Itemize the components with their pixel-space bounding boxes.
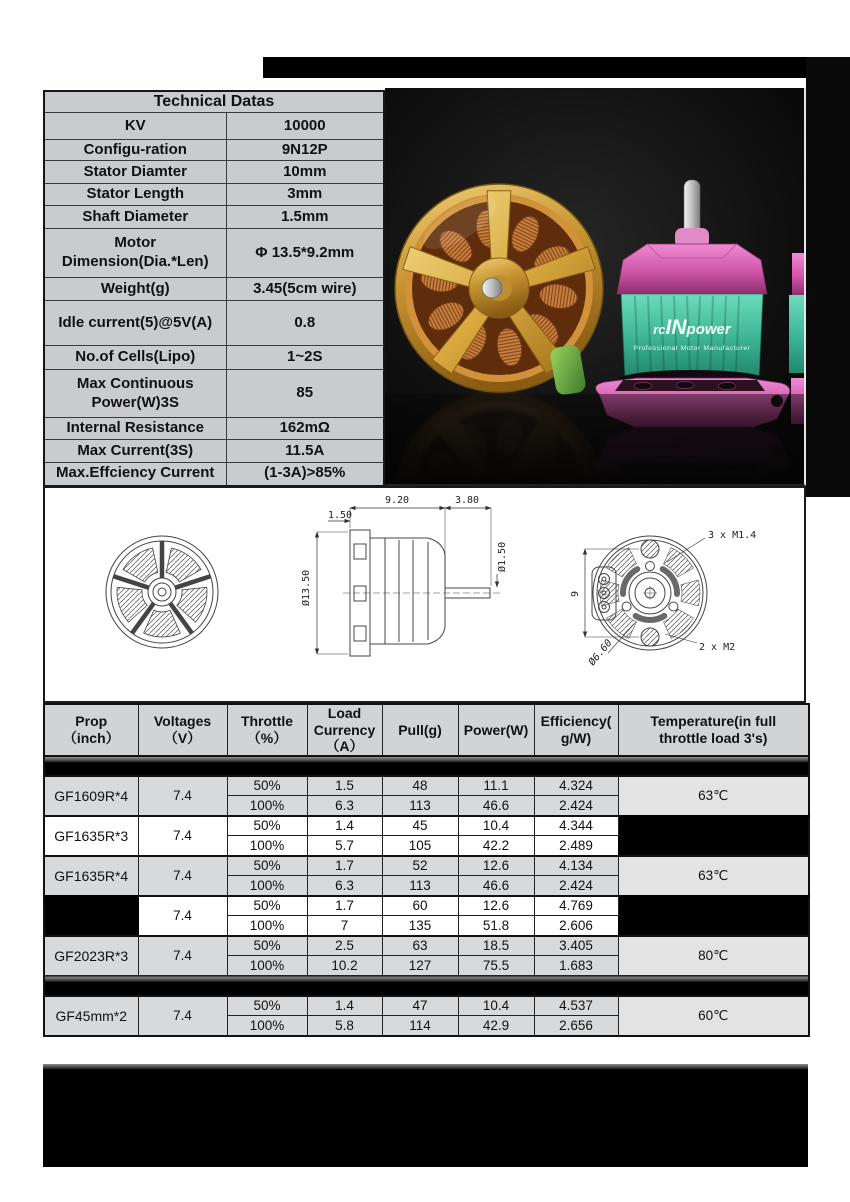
current-cell: 1.5 bbox=[307, 776, 382, 796]
power-cell: 42.2 bbox=[458, 836, 534, 856]
spec-value: 85 bbox=[226, 370, 384, 418]
perf-header-cell: Power(W) bbox=[458, 704, 534, 756]
pull-cell: 47 bbox=[382, 996, 458, 1016]
throttle-cell: 100% bbox=[227, 916, 307, 936]
spec-value: 9N12P bbox=[226, 140, 384, 161]
tech-table-row bbox=[44, 346, 384, 370]
tech-table-row bbox=[44, 463, 384, 486]
efficiency-cell: 4.537 bbox=[534, 996, 618, 1016]
prop-cell bbox=[44, 896, 138, 936]
efficiency-cell: 2.489 bbox=[534, 836, 618, 856]
spec-label: Max.Effciency Current bbox=[44, 463, 226, 486]
power-cell: 42.9 bbox=[458, 1016, 534, 1036]
current-cell: 5.7 bbox=[307, 836, 382, 856]
stator-window bbox=[144, 610, 181, 637]
pull-cell: 135 bbox=[382, 916, 458, 936]
power-cell: 46.6 bbox=[458, 796, 534, 816]
m14-hole bbox=[646, 562, 655, 571]
power-cell: 10.4 bbox=[458, 816, 534, 836]
efficiency-cell: 3.405 bbox=[534, 936, 618, 956]
throttle-cell: 100% bbox=[227, 836, 307, 856]
efficiency-cell: 4.344 bbox=[534, 816, 618, 836]
throttle-cell: 100% bbox=[227, 796, 307, 816]
power-cell: 75.5 bbox=[458, 956, 534, 976]
current-cell: 5.8 bbox=[307, 1016, 382, 1036]
dim-label: 3.80 bbox=[455, 495, 480, 506]
dim-label: 3 x M1.4 bbox=[708, 530, 757, 541]
dim-label: 9 bbox=[570, 590, 581, 597]
efficiency-cell: 2.656 bbox=[534, 1016, 618, 1036]
voltage-cell: 7.4 bbox=[138, 856, 227, 896]
efficiency-cell: 4.134 bbox=[534, 856, 618, 876]
spec-value: 162mΩ bbox=[226, 418, 384, 440]
temperature-cell: 60℃ bbox=[618, 996, 809, 1036]
top-black-bar bbox=[263, 57, 850, 78]
spec-value: 1~2S bbox=[226, 346, 384, 370]
power-cell: 46.6 bbox=[458, 876, 534, 896]
stator-hatch bbox=[681, 580, 700, 606]
current-cell: 1.7 bbox=[307, 856, 382, 876]
spec-value: 3mm bbox=[226, 184, 384, 206]
spec-label: Idle current(5)@5V(A) bbox=[44, 301, 226, 346]
tech-table-row bbox=[44, 440, 384, 463]
voltage-cell: 7.4 bbox=[138, 996, 227, 1036]
efficiency-cell: 2.606 bbox=[534, 916, 618, 936]
throttle-cell: 50% bbox=[227, 896, 307, 916]
pull-cell: 63 bbox=[382, 936, 458, 956]
spec-label: Max Continuous Power(W)3S bbox=[44, 370, 226, 418]
efficiency-cell: 4.324 bbox=[534, 776, 618, 796]
dim-label: Ø6.60 bbox=[586, 637, 615, 668]
temperature-cell: 80℃ bbox=[618, 936, 809, 976]
perf-header-cell: Throttle （%） bbox=[227, 704, 307, 756]
pull-cell: 48 bbox=[382, 776, 458, 796]
pull-cell: 105 bbox=[382, 836, 458, 856]
voltage-cell: 7.4 bbox=[138, 816, 227, 856]
spec-label: Motor Dimension(Dia.*Len) bbox=[44, 229, 226, 278]
spec-label: Shaft Diameter bbox=[44, 206, 226, 229]
perf-header-cell: Efficiency( g/W) bbox=[534, 704, 618, 756]
power-cell: 12.6 bbox=[458, 856, 534, 876]
tech-table-row bbox=[44, 140, 384, 161]
bottom-redacted-block bbox=[43, 1064, 808, 1167]
spec-value: 10000 bbox=[226, 113, 384, 140]
pull-cell: 60 bbox=[382, 896, 458, 916]
current-cell: 1.7 bbox=[307, 896, 382, 916]
tech-table-title: Technical Datas bbox=[44, 91, 384, 113]
prop-cell: GF45mm*2 bbox=[44, 996, 138, 1036]
power-cell: 12.6 bbox=[458, 896, 534, 916]
pull-cell: 113 bbox=[382, 796, 458, 816]
throttle-cell: 100% bbox=[227, 876, 307, 896]
dimension-drawing-panel bbox=[43, 486, 806, 703]
pull-cell: 114 bbox=[382, 1016, 458, 1036]
tech-table-row bbox=[44, 370, 384, 418]
temperature-cell: 63℃ bbox=[618, 856, 809, 896]
stator-window bbox=[123, 548, 158, 582]
throttle-cell: 50% bbox=[227, 816, 307, 836]
tech-table-row bbox=[44, 301, 384, 346]
efficiency-cell: 2.424 bbox=[534, 796, 618, 816]
current-cell: 1.4 bbox=[307, 816, 382, 836]
arc-slot bbox=[636, 616, 665, 620]
current-cell: 2.5 bbox=[307, 936, 382, 956]
shaft-tip bbox=[482, 278, 502, 298]
dim-label: Ø13.50 bbox=[301, 569, 312, 606]
dimension-drawing bbox=[45, 488, 804, 701]
perf-header-cell: Pull(g) bbox=[382, 704, 458, 756]
current-cell: 10.2 bbox=[307, 956, 382, 976]
tech-table-row bbox=[44, 161, 384, 184]
perf-header-cell: Load Currency （A） bbox=[307, 704, 382, 756]
pull-cell: 52 bbox=[382, 856, 458, 876]
perf-header-cell: Temperature(in full throttle load 3's) bbox=[618, 704, 809, 756]
efficiency-cell: 4.769 bbox=[534, 896, 618, 916]
spec-value: (1-3A)>85% bbox=[226, 463, 384, 486]
stator-hatch bbox=[664, 609, 694, 638]
product-photo-render bbox=[385, 88, 804, 484]
temperature-cell bbox=[618, 896, 809, 936]
perf-data-row bbox=[44, 856, 809, 876]
spec-value: Φ 13.5*9.2mm bbox=[226, 229, 384, 278]
spec-value: 11.5A bbox=[226, 440, 384, 463]
perf-data-row bbox=[44, 816, 809, 836]
redacted-band-row bbox=[44, 976, 809, 996]
redacted-band-row bbox=[44, 756, 809, 776]
side-view-dimensions bbox=[317, 508, 497, 654]
efficiency-cell: 2.424 bbox=[534, 876, 618, 896]
perf-header-row bbox=[44, 704, 809, 756]
spec-label: Internal Resistance bbox=[44, 418, 226, 440]
side-view-drawing bbox=[343, 530, 500, 656]
redacted-band bbox=[44, 976, 809, 996]
temperature-cell: 63℃ bbox=[618, 776, 809, 816]
voltage-cell: 7.4 bbox=[138, 896, 227, 936]
dim-label: 9.20 bbox=[385, 495, 410, 506]
tech-table-row bbox=[44, 418, 384, 440]
throttle-cell: 50% bbox=[227, 996, 307, 1016]
brand-tagline: Professional Motor Manufacturer bbox=[633, 345, 751, 352]
spec-value: 10mm bbox=[226, 161, 384, 184]
throttle-cell: 100% bbox=[227, 1016, 307, 1036]
rear-view-drawing bbox=[592, 536, 707, 650]
spec-value: 3.45(5cm wire) bbox=[226, 278, 384, 301]
temperature-cell bbox=[618, 816, 809, 856]
perf-data-row bbox=[44, 896, 809, 916]
pull-cell: 113 bbox=[382, 876, 458, 896]
voltage-cell: 7.4 bbox=[138, 776, 227, 816]
tech-table-row bbox=[44, 206, 384, 229]
spec-label: Stator Diamter bbox=[44, 161, 226, 184]
power-cell: 11.1 bbox=[458, 776, 534, 796]
perf-data-row bbox=[44, 776, 809, 796]
dim-label: 2 x M2 bbox=[699, 642, 736, 653]
current-cell: 6.3 bbox=[307, 796, 382, 816]
perf-header-cell: Prop （inch） bbox=[44, 704, 138, 756]
bell-top bbox=[617, 244, 767, 294]
brand-logo-text: rcINpower bbox=[653, 316, 731, 339]
prop-cell: GF2023R*3 bbox=[44, 936, 138, 976]
spec-label: Max Current(3S) bbox=[44, 440, 226, 463]
current-cell: 7 bbox=[307, 916, 382, 936]
tech-table-row bbox=[44, 184, 384, 206]
throttle-cell: 50% bbox=[227, 936, 307, 956]
spec-value: 1.5mm bbox=[226, 206, 384, 229]
tech-table-row bbox=[44, 229, 384, 278]
dim-label: Ø1.50 bbox=[497, 541, 508, 572]
m14-hole bbox=[669, 602, 678, 611]
power-cell: 51.8 bbox=[458, 916, 534, 936]
tech-table-row bbox=[44, 113, 384, 140]
voltage-cell: 7.4 bbox=[138, 936, 227, 976]
prop-cell: GF1635R*4 bbox=[44, 856, 138, 896]
dim-label: 1.50 bbox=[328, 510, 353, 521]
stator-hatch bbox=[607, 609, 637, 638]
m14-hole bbox=[622, 602, 631, 611]
stator-window bbox=[166, 548, 201, 582]
spec-label: Configu-ration bbox=[44, 140, 226, 161]
perf-data-row bbox=[44, 936, 809, 956]
spec-label: KV bbox=[44, 113, 226, 140]
tech-table-row bbox=[44, 278, 384, 301]
technical-data-table bbox=[43, 90, 383, 487]
pull-cell: 127 bbox=[382, 956, 458, 976]
spec-label: No.of Cells(Lipo) bbox=[44, 346, 226, 370]
perf-data-row bbox=[44, 996, 809, 1016]
power-cell: 18.5 bbox=[458, 936, 534, 956]
throttle-cell: 50% bbox=[227, 856, 307, 876]
efficiency-cell: 1.683 bbox=[534, 956, 618, 976]
right-black-strip bbox=[806, 57, 850, 497]
front-view-drawing bbox=[106, 536, 218, 648]
throttle-cell: 100% bbox=[227, 956, 307, 976]
prop-cell: GF1609R*4 bbox=[44, 776, 138, 816]
spec-value: 0.8 bbox=[226, 301, 384, 346]
power-cell: 10.4 bbox=[458, 996, 534, 1016]
product-photo bbox=[385, 88, 806, 486]
spec-label: Stator Length bbox=[44, 184, 226, 206]
redacted-band bbox=[44, 756, 809, 776]
current-cell: 1.4 bbox=[307, 996, 382, 1016]
pull-cell: 45 bbox=[382, 816, 458, 836]
perf-header-cell: Voltages （V） bbox=[138, 704, 227, 756]
spec-label: Weight(g) bbox=[44, 278, 226, 301]
prop-cell: GF1635R*3 bbox=[44, 816, 138, 856]
throttle-cell: 50% bbox=[227, 776, 307, 796]
current-cell: 6.3 bbox=[307, 876, 382, 896]
performance-table bbox=[43, 703, 808, 1037]
